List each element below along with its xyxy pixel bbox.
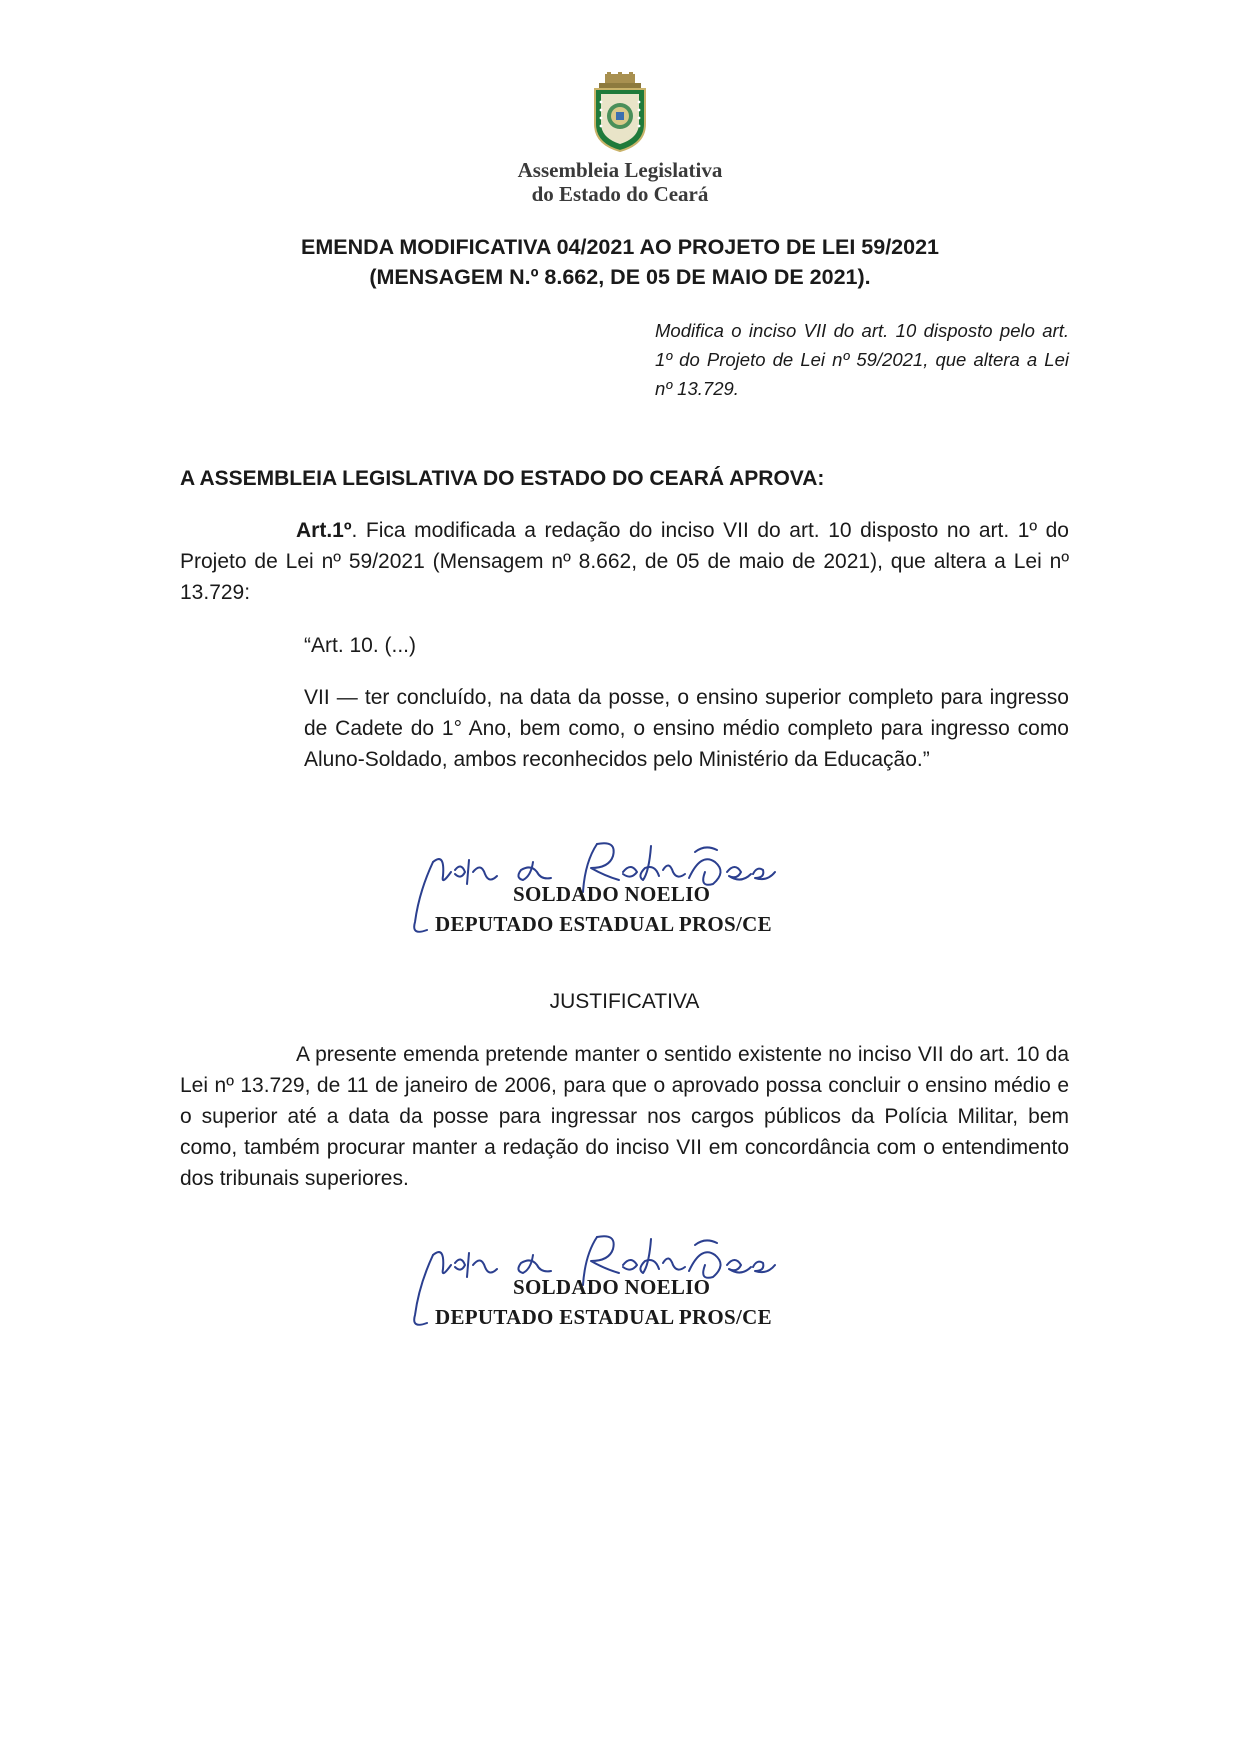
signatory-name: SOLDADO NOELIO — [513, 882, 711, 906]
organization-name-line2: do Estado do Ceará — [531, 182, 709, 206]
document-title — [180, 232, 1060, 292]
signature-block-2 — [405, 1225, 825, 1335]
document-title-line1: EMENDA MODIFICATIVA 04/2021 AO PROJETO DE LEI 59/2021 — [300, 235, 940, 259]
signatory-role: DEPUTADO ESTADUAL PROS/CE — [435, 1305, 772, 1329]
document-title-line2: (MENSAGEM N.º 8.662, DE 05 DE MAIO DE 2021). — [369, 265, 871, 289]
signatory-role: DEPUTADO ESTADUAL PROS/CE — [435, 912, 772, 936]
justification-paragraph: A presente emenda pretende manter o sentido existente no inciso VII do art. 10 da Lei nº 13.729, de 11 de janeiro de 2006, para que o aprovado possa concluir o ensino médio e o superior até a data da posse para ingressar nos cargos públicos da Polícia Militar, bem como, também procurar manter a redação do inciso VII em concordância com o entendimento dos tribunais superiores. — [180, 1043, 1069, 1190]
signatory-name: SOLDADO NOELIO — [513, 1275, 711, 1299]
organization-name-line1: Assembleia Legislativa — [517, 158, 723, 182]
state-crest-icon — [589, 72, 651, 152]
article-1-paragraph — [180, 515, 1069, 608]
organization-name — [460, 158, 780, 206]
article-1-label: Art.1º — [296, 519, 352, 542]
article-1-text: . Fica modificada a redação do inciso VII do art. 10 disposto no art. 1º do Projeto de Lei nº 59/2021 (Mensagem nº 8.662, de 05 de maio de 2021), que altera a Lei nº 13.729: — [180, 519, 1069, 604]
ementa-summary: Modifica o inciso VII do art. 10 disposto pelo art. 1º do Projeto de Lei nº 59/2021, que altera a Lei nº 13.729. — [655, 320, 1069, 399]
quoted-article-body: VII — ter concluído, na data da posse, o ensino superior completo para ingresso de Cadete do 1° Ano, bem como, o ensino médio completo para ingresso como Aluno-Soldado, ambos reconhecidos pelo Ministério da Educação.” — [304, 686, 1069, 771]
approval-heading: A ASSEMBLEIA LEGISLATIVA DO ESTADO DO CEARÁ APROVA: — [180, 467, 825, 490]
signature-block-1 — [405, 832, 825, 942]
justification-heading: JUSTIFICATIVA — [549, 990, 700, 1013]
quoted-article-heading: “Art. 10. (...) — [304, 634, 417, 657]
